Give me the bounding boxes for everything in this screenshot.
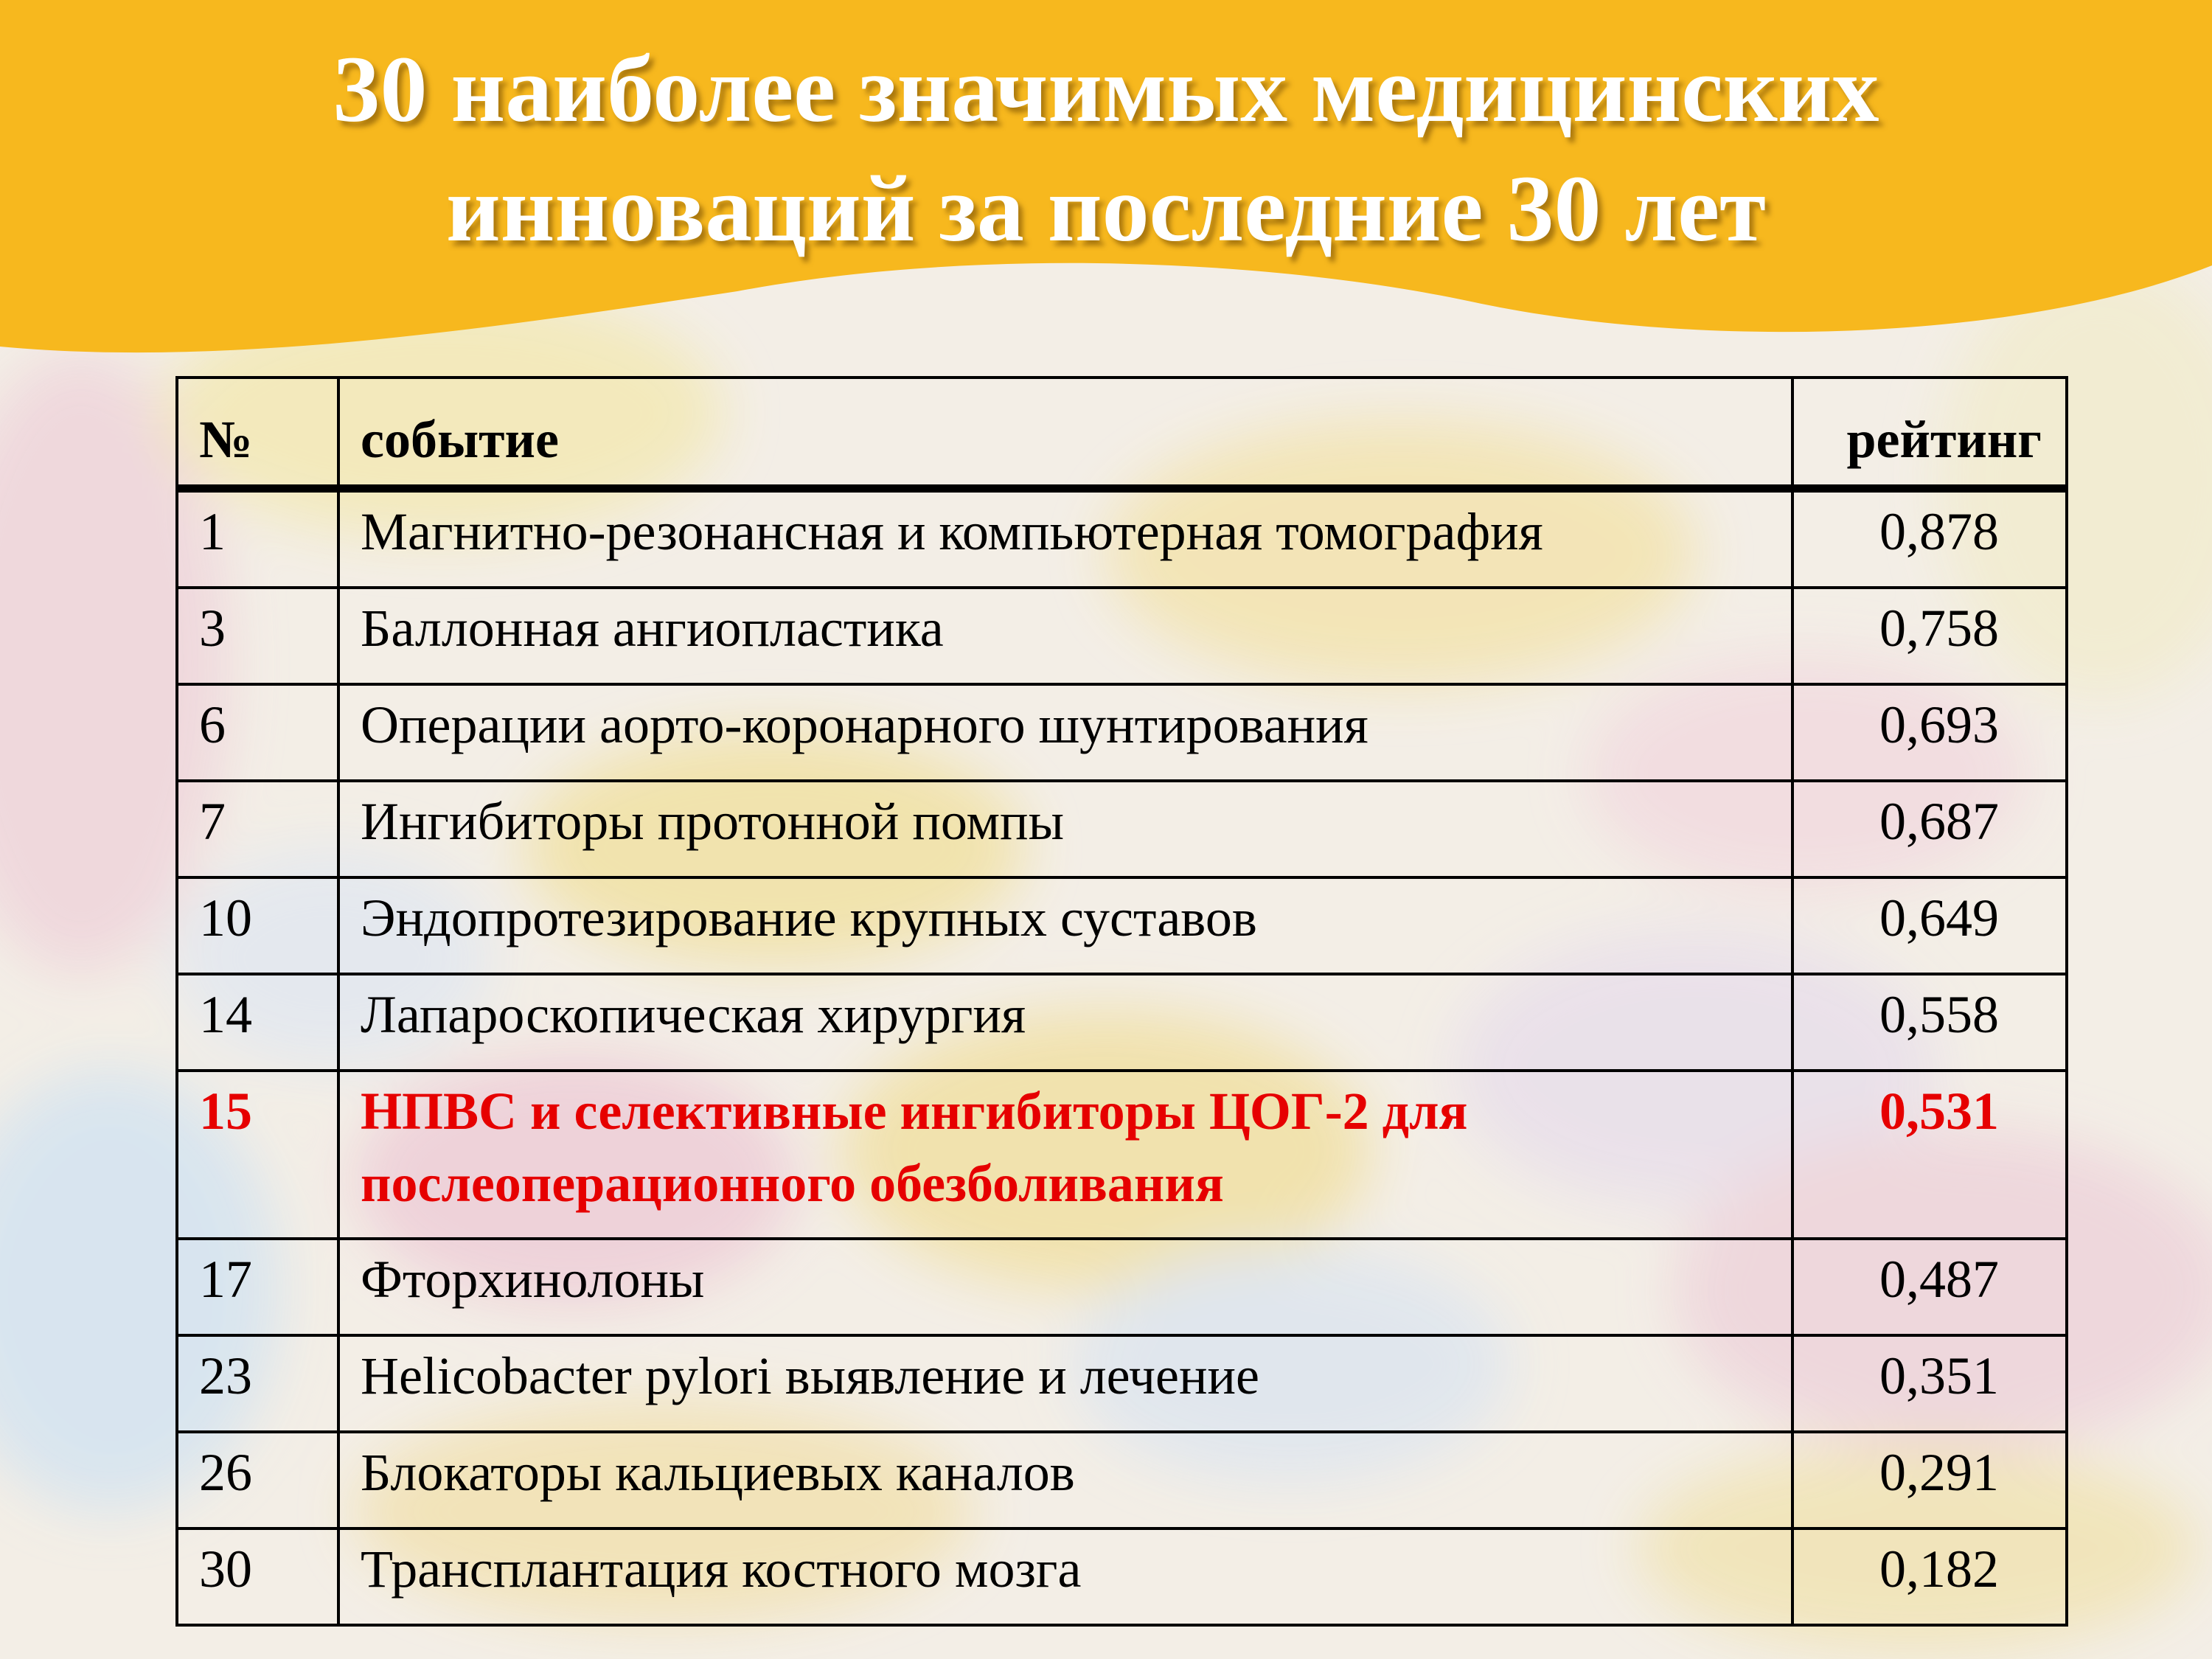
- row-event: Трансплантация костного мозга: [338, 1528, 1792, 1625]
- table-row-highlighted: [177, 1071, 2067, 1239]
- row-rating: 0,649: [1792, 877, 2067, 974]
- row-number: 6: [177, 684, 338, 781]
- row-event: Блокаторы кальциевых каналов: [338, 1432, 1792, 1528]
- row-rating: 0,182: [1792, 1528, 2067, 1625]
- table-row: [177, 1432, 2067, 1528]
- table-row: [177, 974, 2067, 1071]
- row-number: 26: [177, 1432, 338, 1528]
- row-number: 17: [177, 1239, 338, 1335]
- row-event: Операции аорто-коронарного шунтирования: [338, 684, 1792, 781]
- row-number: 7: [177, 781, 338, 877]
- table-row: [177, 877, 2067, 974]
- title-line-2: инноваций за последние 30 лет: [446, 156, 1766, 261]
- row-number: 10: [177, 877, 338, 974]
- table-row: [177, 588, 2067, 684]
- row-event: Эндопротезирование крупных суставов: [338, 877, 1792, 974]
- header-number: №: [177, 378, 338, 489]
- table-row: [177, 1335, 2067, 1432]
- title-line-1: 30 наиболее значимых медицинских: [333, 37, 1879, 142]
- innovations-table: [175, 376, 2068, 1627]
- header-rating: рейтинг: [1792, 378, 2067, 489]
- table-row: [177, 1239, 2067, 1335]
- row-event: Магнитно-резонансная и компьютерная томография: [338, 489, 1792, 588]
- table-header-row: [177, 378, 2067, 489]
- page-title: [0, 29, 2212, 268]
- row-number: 23: [177, 1335, 338, 1432]
- row-event: Фторхинолоны: [338, 1239, 1792, 1335]
- table-row: [177, 781, 2067, 877]
- header-event: событие: [338, 378, 1792, 489]
- table-row: [177, 1528, 2067, 1625]
- row-rating: 0,558: [1792, 974, 2067, 1071]
- row-rating: 0,531: [1792, 1071, 2067, 1239]
- table-row: [177, 684, 2067, 781]
- row-rating: 0,351: [1792, 1335, 2067, 1432]
- row-rating: 0,487: [1792, 1239, 2067, 1335]
- row-event: Баллонная ангиопластика: [338, 588, 1792, 684]
- row-event: Helicobacter pylori выявление и лечение: [338, 1335, 1792, 1432]
- row-rating: 0,878: [1792, 489, 2067, 588]
- row-number: 14: [177, 974, 338, 1071]
- row-number: 15: [177, 1071, 338, 1239]
- row-event: Лапароскопическая хирургия: [338, 974, 1792, 1071]
- row-number: 30: [177, 1528, 338, 1625]
- row-number: 3: [177, 588, 338, 684]
- row-number: 1: [177, 489, 338, 588]
- row-rating: 0,687: [1792, 781, 2067, 877]
- table-row: [177, 489, 2067, 588]
- row-rating: 0,758: [1792, 588, 2067, 684]
- row-rating: 0,693: [1792, 684, 2067, 781]
- row-rating: 0,291: [1792, 1432, 2067, 1528]
- row-event: НПВС и селективные ингибиторы ЦОГ-2 для послеоперационного обезболивания: [338, 1071, 1792, 1239]
- row-event: Ингибиторы протонной помпы: [338, 781, 1792, 877]
